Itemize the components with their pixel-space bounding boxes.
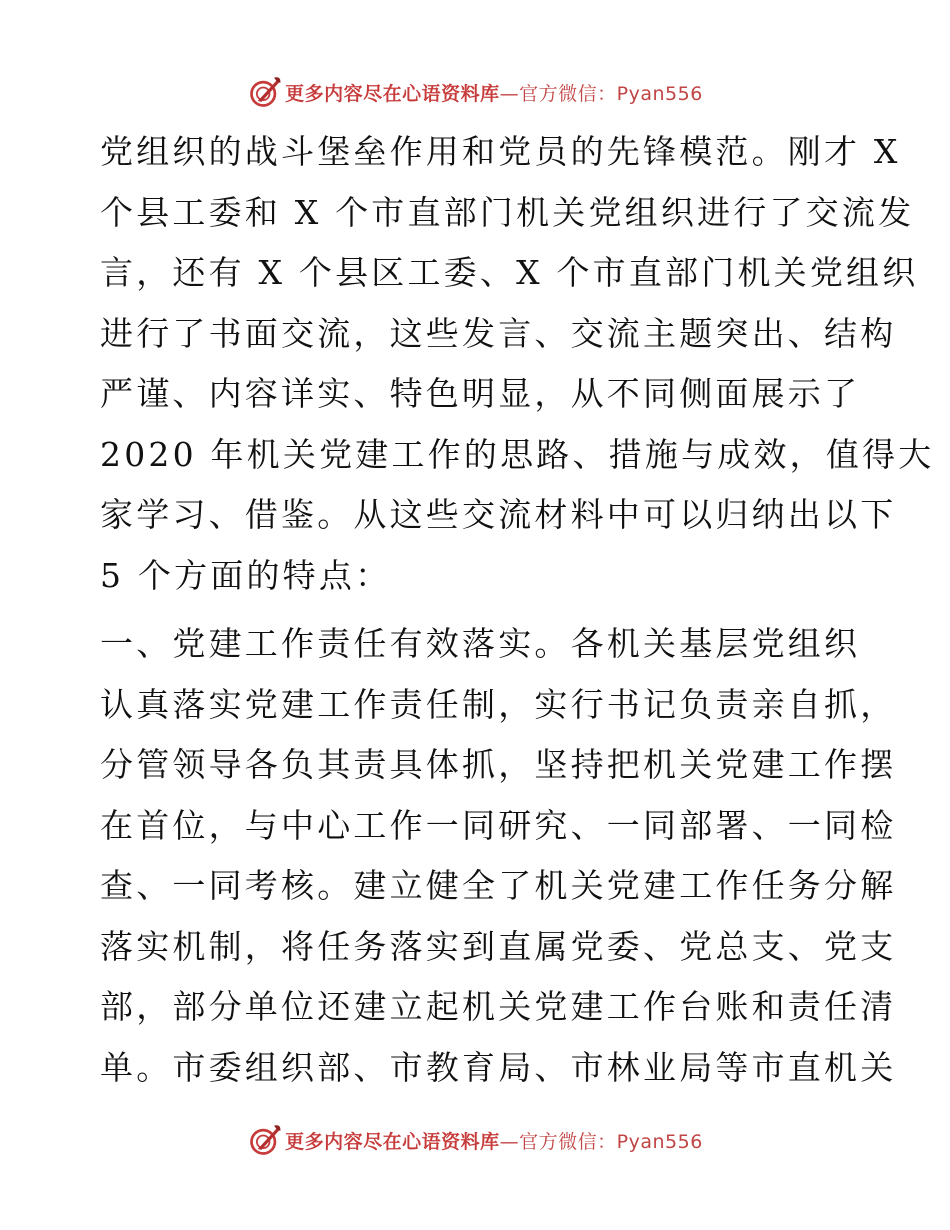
quill-logo-icon	[247, 74, 283, 110]
watermark-text: 更多内容尽在心语资料库—官方微信：Pyan556	[285, 1130, 703, 1153]
text-line: 进行了书面交流，这些发言、交流主题突出、结构	[100, 313, 897, 353]
watermark-banner-top	[0, 72, 950, 112]
text-line: 分管领导各负其责具体抓，坚持把机关党建工作摆	[100, 745, 897, 784]
text-line: 落实机制，将任务落实到直属党委、党总支、党支	[100, 926, 897, 966]
text-line: 党组织的战斗堡垒作用和党员的先锋模范。刚才 X	[100, 132, 901, 171]
text-line: 认真落实党建工作责任制，实行书记负责亲自抓，	[100, 684, 897, 724]
text-line: 个县工委和 X 个市直部门机关党组织进行了交流发	[100, 192, 915, 232]
text-line: 5 个方面的特点：	[100, 555, 392, 595]
text-line: 言，还有 X 个县区工委、X 个市直部门机关党组织	[100, 253, 919, 292]
text-line: 查、一同考核。建立健全了机关党建工作任务分解	[100, 866, 897, 905]
watermark-banner-bottom	[0, 1120, 950, 1160]
text-line: 一、党建工作责任有效落实。各机关基层党组织	[100, 624, 861, 663]
watermark-text: 更多内容尽在心语资料库—官方微信：Pyan556	[285, 82, 703, 105]
text-line: 严谨、内容详实、特色明显，从不同侧面展示了	[100, 374, 861, 413]
text-line: 2020 年机关党建工作的思路、措施与成效，值得大	[100, 434, 935, 474]
quill-logo-icon	[247, 1122, 283, 1158]
text-line: 在首位，与中心工作一同研究、一同部署、一同检	[100, 805, 897, 845]
paragraph-2	[100, 614, 897, 1098]
paragraph-gap	[100, 606, 860, 614]
text-line: 部，部分单位还建立起机关党建工作台账和责任清	[100, 987, 897, 1026]
document-body	[100, 122, 935, 1098]
paragraph-1	[100, 122, 935, 606]
text-line: 单。市委组织部、市教育局、市林业局等市直机关	[100, 1047, 897, 1087]
text-line: 家学习、借鉴。从这些交流材料中可以归纳出以下	[100, 495, 897, 534]
